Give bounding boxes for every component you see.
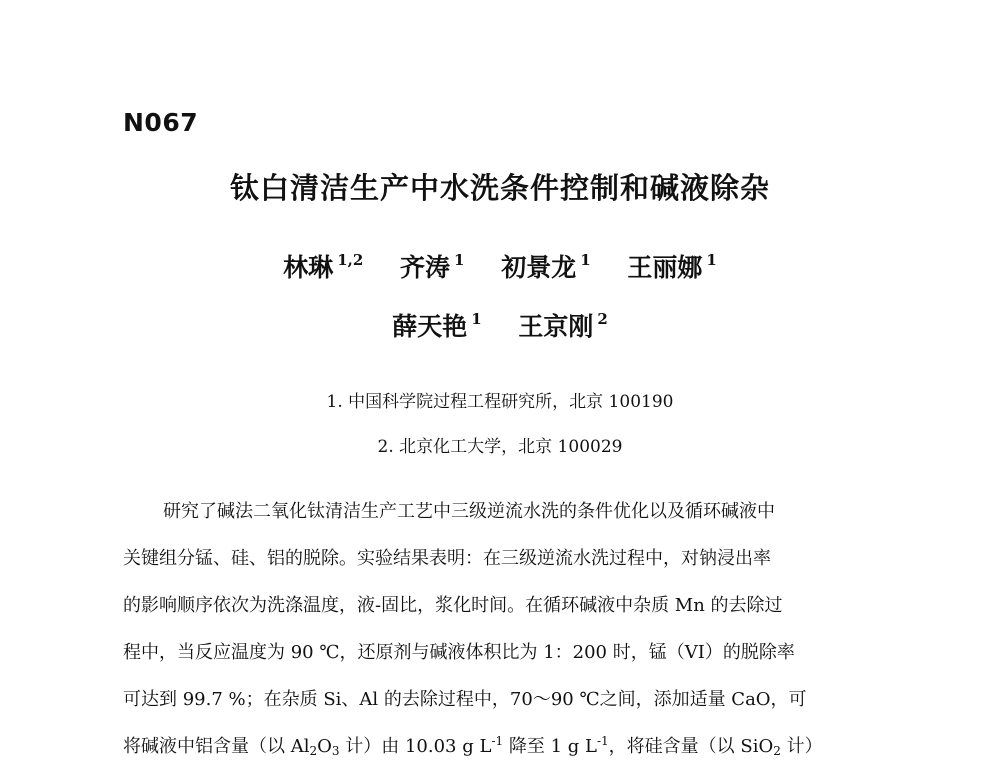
abstract-line: 关键组分锰、硅、铝的脱除。实验结果表明：在三级逆流水洗过程中，对钠浸出率: [123, 548, 771, 569]
affiliation: 2. 北京化工大学，北京 100029: [377, 437, 623, 457]
abstract: [123, 488, 868, 770]
abstract-line: 可达到 99.7 %；在杂质 Si、Al 的去除过程中，70～90 ℃之间，添加适量 CaO，可: [123, 689, 807, 710]
authors-row-2: [0, 307, 1000, 343]
paper-title: 钛白清洁生产中水洗条件控制和碱液除杂: [229, 171, 770, 205]
paper-code: N067: [123, 108, 199, 137]
affiliation: 1. 中国科学院过程工程研究所，北京 100190: [326, 392, 674, 412]
author: 王京刚 $^2$: [518, 310, 608, 341]
abstract-line: 的影响顺序依次为洗涤温度，液-固比，浆化时间。在循环碱液中杂质 Mn 的去除过: [123, 595, 783, 616]
author: 齐涛 $^1$: [400, 251, 465, 282]
authors-row-1: [0, 248, 1000, 284]
abstract-line: 程中，当反应温度为 90 ℃，还原剂与碱液体积比为 1：200 时，锰（VI）的脱除率: [123, 642, 795, 663]
author: 王丽娜 $^1$: [627, 251, 717, 282]
abstract-line: 研究了碱法二氧化钛清洁生产工艺中三级逆流水洗的条件优化以及循环碱液中: [163, 501, 775, 522]
abstract-line: 将碱液中铝含量（以 $Al_2O_3$ 计）由 10.03 g $L^{-1}$ 降至 1 g $L^{-1}$，将硅含量（以 SiO$_2$ 计）: [123, 734, 823, 758]
author: 初景龙 $^1$: [501, 251, 591, 282]
author: 林琳 $^{1,2}$: [283, 251, 364, 282]
author: 薛天艳 $^1$: [392, 310, 482, 341]
